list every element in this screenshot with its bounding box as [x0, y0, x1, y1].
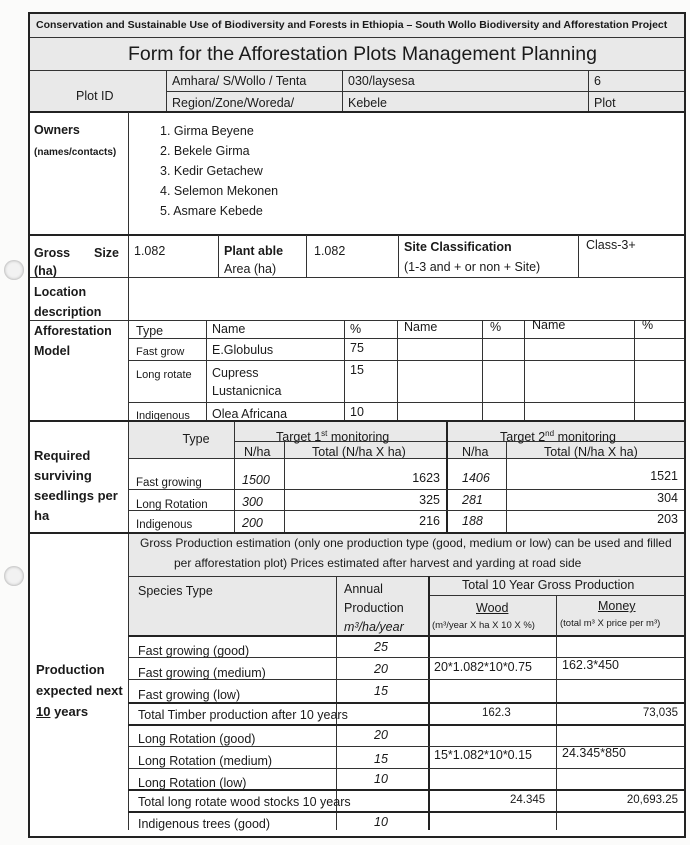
- production-header-total10: Total 10 Year Gross Production: [462, 578, 635, 592]
- production-row-annual: 15: [374, 752, 388, 766]
- production-label-2: expected next: [36, 683, 123, 698]
- seedlings-row-n2: 188: [462, 514, 483, 528]
- seedlings-header-total-2: Total (N/ha X ha): [544, 445, 638, 459]
- model-row-type: Fast grow: [136, 346, 185, 358]
- production-row-annual: 25: [374, 640, 388, 654]
- plantable-value: 1.082: [314, 244, 346, 258]
- model-row-name-line2: Lustanicnica: [212, 384, 282, 398]
- production-row-wood: 15*1.082*10*0.15: [434, 748, 533, 762]
- production-row-annual: 10: [374, 772, 388, 786]
- seedlings-row-n2: 281: [462, 493, 483, 507]
- model-row-pct: 75: [350, 341, 364, 355]
- seedlings-row-t1: 216: [419, 514, 440, 528]
- owner-item: 5. Asmare Kebede: [160, 204, 263, 218]
- model-header-name-3: Name: [532, 318, 566, 332]
- seedlings-row-n1: 200: [242, 516, 263, 530]
- production-header-wood-sub: (m³/year X ha X 10 X %): [432, 620, 535, 631]
- production-total-timber: Total Timber production after 10 years: [138, 708, 348, 722]
- seedlings-label: Required: [34, 448, 91, 463]
- production-row-annual: 20: [374, 728, 388, 742]
- gross-label: Gross: [34, 246, 71, 260]
- production-note-2: per afforestation plot) Prices estimated after harvest and yarding at road side: [174, 556, 582, 570]
- model-header-pct: %: [350, 322, 362, 336]
- model-label: Afforestation: [34, 324, 112, 338]
- production-total-money: 73,035: [642, 707, 678, 719]
- production-header-species: Species Type: [138, 584, 213, 598]
- production-row-wood: 20*1.082*10*0.75: [434, 660, 533, 674]
- production-row-money: 162.3*450: [562, 658, 620, 672]
- form-title: Form for the Afforestation Plots Management Planning: [128, 43, 597, 65]
- seedlings-row-t1: 325: [419, 493, 440, 507]
- plantable-label: Plant able: [224, 244, 284, 258]
- production-row-species: Long Rotation (good): [138, 732, 256, 746]
- production-total-money: 20,693.25: [626, 794, 678, 806]
- location-label-2: description: [34, 305, 102, 319]
- size-label: Size: [94, 246, 120, 260]
- management-form: [28, 12, 686, 838]
- production-total-long-rotate: Total long rotate wood stocks 10 years: [138, 795, 351, 809]
- production-label: Production: [36, 662, 105, 677]
- form-title-bar: [30, 38, 684, 70]
- production-header-annual: Annual: [344, 582, 383, 596]
- production-row-annual: 10: [374, 815, 388, 829]
- owner-item: 3. Kedir Getachew: [160, 164, 263, 178]
- owners-sublabel: (names/contacts): [34, 147, 117, 158]
- seedlings-row-type: Fast growing: [136, 477, 202, 489]
- region-label: Region/Zone/Woreda/: [172, 96, 295, 110]
- project-banner: [30, 14, 684, 37]
- seedlings-label: seedlings per: [34, 488, 118, 503]
- kebele-label: Kebele: [348, 96, 387, 110]
- seedlings-row-t2: 1521: [650, 469, 678, 483]
- model-row-type: Long rotate: [136, 369, 192, 381]
- model-row-pct: 15: [350, 363, 364, 377]
- gross-value: 1.082: [134, 244, 166, 258]
- punch-hole: [4, 566, 24, 586]
- kebele-value: 030/laysesa: [348, 74, 415, 88]
- seedlings-header-type: Type: [182, 432, 210, 446]
- production-row-species: Long Rotation (low): [138, 776, 247, 790]
- production-row-species: Indigenous trees (good): [138, 817, 271, 831]
- production-note: Gross Production estimation (only one production type (good, medium or low) can be used and filled: [140, 536, 672, 550]
- seedlings-header-total: Total (N/ha X ha): [312, 445, 406, 459]
- production-header-annual-unit: m³/ha/year: [344, 620, 404, 634]
- model-header-name-2: Name: [404, 320, 438, 334]
- model-row-name: Cupress: [212, 366, 259, 380]
- seedlings-row-n2: 1406: [462, 471, 490, 485]
- seedlings-row-n1: 300: [242, 495, 263, 509]
- site-class-label: Site Classification: [404, 240, 512, 254]
- seedlings-header-target1: Target 1st monitoring: [276, 429, 390, 445]
- model-header-type: Type: [136, 324, 164, 338]
- production-total-wood: 162.3: [482, 707, 511, 719]
- production-label-3: 10 years: [36, 704, 89, 719]
- project-title: Conservation and Sustainable Use of Biodiversity and Forests in Ethiopia – South Wollo Biodiversity and Afforestation Project: [36, 19, 668, 31]
- model-row-pct: 10: [350, 405, 364, 419]
- model-label-2: Model: [34, 344, 71, 358]
- location-label: Location: [34, 285, 87, 299]
- ha-label: (ha): [34, 264, 57, 278]
- production-row-species: Long Rotation (medium): [138, 754, 273, 768]
- model-row-name: E.Globulus: [212, 343, 274, 357]
- model-header-pct-2: %: [490, 320, 502, 334]
- seedlings-label: ha: [34, 508, 50, 523]
- seedlings-row-type: Indigenous: [136, 519, 193, 531]
- seedlings-label: surviving: [34, 468, 92, 483]
- owner-item: 4. Selemon Mekonen: [160, 184, 279, 198]
- punch-hole: [4, 260, 24, 280]
- production-header-wood: Wood: [476, 601, 509, 615]
- seedlings-row-t2: 203: [657, 512, 678, 526]
- production-header-annual-2: Production: [344, 601, 404, 615]
- model-row-type: Indigenous: [136, 410, 190, 422]
- site-class-sublabel: (1-3 and + or non + Site): [404, 260, 541, 274]
- production-row-species: Fast growing (low): [138, 688, 241, 702]
- seedlings-row-n1: 1500: [242, 473, 270, 487]
- plot-id-label: Plot ID: [76, 89, 114, 103]
- plot-number-value: 6: [594, 74, 601, 88]
- site-class-value: Class-3+: [586, 238, 636, 252]
- model-header-pct-3: %: [642, 318, 654, 332]
- production-row-annual: 20: [374, 662, 388, 676]
- production-row-species: Fast growing (good): [138, 644, 250, 658]
- model-row-name: Olea Africana: [212, 407, 288, 421]
- owner-item: 2. Bekele Girma: [160, 144, 250, 158]
- plot-number-label: Plot: [594, 96, 616, 110]
- plantable-sublabel: Area (ha): [224, 262, 277, 276]
- production-row-money: 24.345*850: [562, 746, 626, 760]
- production-row-species: Fast growing (medium): [138, 666, 266, 680]
- region-value: Amhara/ S/Wollo / Tenta: [172, 74, 307, 88]
- seedlings-row-type: Long Rotation: [136, 499, 208, 511]
- production-row-annual: 15: [374, 684, 388, 698]
- owner-item: 1. Girma Beyene: [160, 124, 254, 138]
- seedlings-header-nha: N/ha: [244, 445, 271, 459]
- production-header-money-sub: (total m³ X price per m³): [560, 618, 661, 629]
- owners-label: Owners: [34, 123, 80, 137]
- seedlings-header-nha-2: N/ha: [462, 445, 489, 459]
- production-header-money: Money: [598, 599, 636, 613]
- seedlings-row-t1: 1623: [412, 471, 440, 485]
- seedlings-row-t2: 304: [657, 491, 678, 505]
- production-total-wood: 24.345: [510, 794, 546, 806]
- seedlings-header-target2: Target 2nd monitoring: [500, 429, 616, 445]
- model-header-name: Name: [212, 322, 246, 336]
